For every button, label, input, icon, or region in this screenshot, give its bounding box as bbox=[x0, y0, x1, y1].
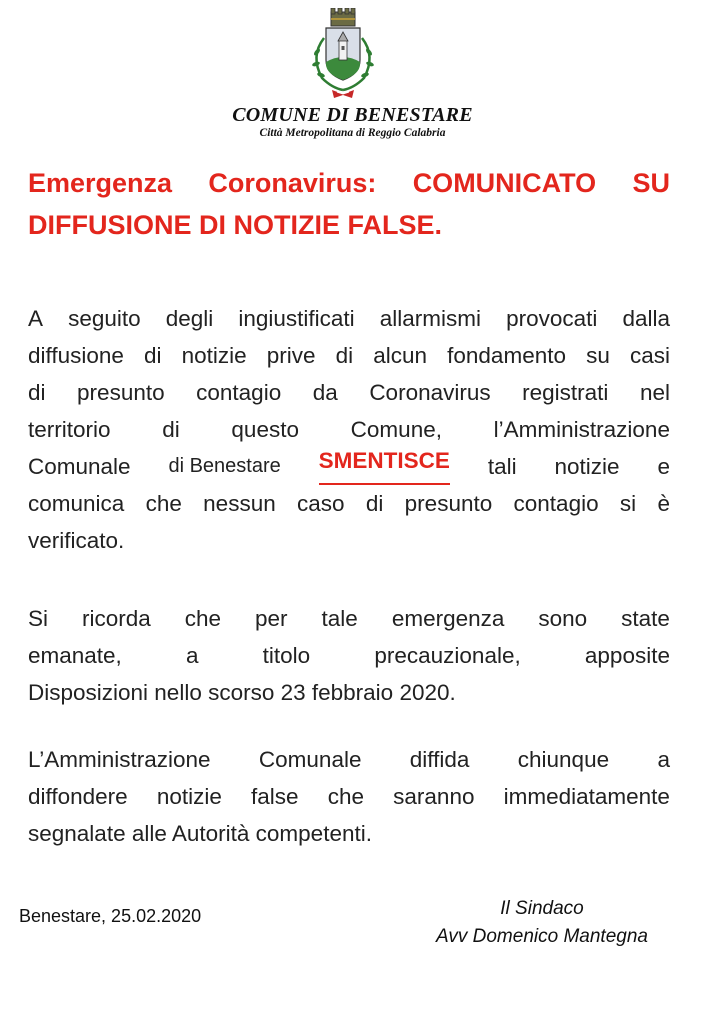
paragraph-warning bbox=[28, 741, 670, 852]
text-word: notizie bbox=[181, 343, 247, 368]
headline-word: Coronavirus: bbox=[208, 168, 377, 198]
text-word: registrati bbox=[522, 380, 609, 405]
text-word: A bbox=[28, 306, 44, 331]
text-word: che bbox=[327, 784, 364, 809]
text-line bbox=[28, 411, 670, 448]
text-line bbox=[28, 485, 670, 522]
text-word: che bbox=[145, 491, 182, 516]
text-word: diffondere bbox=[28, 784, 128, 809]
text-line bbox=[28, 637, 670, 674]
headline-word: SU bbox=[632, 168, 670, 198]
text-word: territorio bbox=[28, 417, 111, 442]
text-word: di bbox=[162, 417, 180, 442]
text-word: saranno bbox=[393, 784, 475, 809]
text-word: questo bbox=[231, 417, 299, 442]
text-line bbox=[28, 448, 670, 485]
text-word: tale bbox=[321, 606, 358, 631]
text-line bbox=[28, 778, 670, 815]
municipal-crest-icon bbox=[302, 8, 384, 104]
municipality-subtitle: Città Metropolitana di Reggio Calabria bbox=[259, 127, 446, 139]
text-word: dalla bbox=[622, 306, 670, 331]
text-line bbox=[28, 337, 670, 374]
text-word: a bbox=[185, 643, 199, 668]
text-word: state bbox=[621, 606, 670, 631]
text-word: diffusione bbox=[28, 343, 124, 368]
municipality-title: COMUNE DI BENESTARE bbox=[232, 104, 473, 126]
text-word: ricorda bbox=[82, 606, 151, 631]
text-word: a bbox=[657, 747, 670, 772]
text-word: Comunale bbox=[28, 454, 131, 479]
text-word: sono bbox=[538, 606, 588, 631]
text-word: Comunale bbox=[258, 747, 362, 772]
text-word: tali bbox=[487, 454, 517, 479]
text-word: apposite bbox=[584, 643, 670, 668]
paragraph-denial bbox=[28, 300, 670, 559]
text-word: immediatamente bbox=[503, 784, 670, 809]
headline-line-2: DIFFUSIONE DI NOTIZIE FALSE. bbox=[28, 210, 443, 240]
text-word: nel bbox=[639, 380, 670, 405]
text-word: allarmismi bbox=[379, 306, 481, 331]
text-line bbox=[28, 374, 670, 411]
text-line: Disposizioni nello scorso 23 febbraio 2020. bbox=[28, 680, 456, 705]
text-word: che bbox=[184, 606, 222, 631]
text-line: segnalate alle Autorità competenti. bbox=[28, 821, 372, 846]
text-word: fondamento bbox=[447, 343, 566, 368]
text-word: prive bbox=[266, 343, 316, 368]
text-word: da bbox=[312, 380, 338, 405]
text-word: casi bbox=[629, 343, 670, 368]
text-word: di Benestare bbox=[168, 455, 281, 477]
text-word: degli bbox=[165, 306, 214, 331]
text-word: di bbox=[144, 343, 162, 368]
smentisce-highlight: SMENTISCE bbox=[319, 448, 450, 485]
text-line bbox=[28, 300, 670, 337]
text-word: alcun bbox=[373, 343, 428, 368]
text-word: presunto bbox=[404, 491, 493, 516]
text-word: di bbox=[335, 343, 354, 368]
signature-role: Il Sindaco bbox=[500, 898, 584, 919]
text-line bbox=[28, 600, 670, 637]
text-word: presunto bbox=[77, 380, 165, 405]
text-word: precauzionale, bbox=[374, 643, 521, 668]
text-word: contagio bbox=[513, 491, 599, 516]
signature-block bbox=[392, 895, 692, 951]
communique-headline bbox=[28, 162, 670, 246]
text-word: diffida bbox=[409, 747, 470, 772]
text-word: contagio bbox=[196, 380, 282, 405]
text-word: notizie bbox=[156, 784, 222, 809]
text-word: false bbox=[251, 784, 299, 809]
text-line: verificato. bbox=[28, 528, 125, 553]
text-word: su bbox=[586, 343, 610, 368]
text-word: comunica bbox=[28, 491, 125, 516]
text-word: caso bbox=[297, 491, 345, 516]
headline-line-1 bbox=[28, 162, 670, 204]
text-word: titolo bbox=[262, 643, 311, 668]
text-word: Si bbox=[28, 606, 49, 631]
document-date: Benestare, 25.02.2020 bbox=[19, 906, 202, 926]
signature-name: Avv Domenico Mantegna bbox=[436, 926, 648, 947]
text-word: ingiustificati bbox=[238, 306, 355, 331]
paragraph-dispositions bbox=[28, 600, 670, 711]
text-word: seguito bbox=[68, 306, 141, 331]
text-line bbox=[28, 741, 670, 778]
text-word: notizie bbox=[554, 454, 620, 479]
text-word: di bbox=[28, 380, 46, 405]
text-word: nessun bbox=[203, 491, 276, 516]
text-word: Coronavirus bbox=[369, 380, 491, 405]
headline-word: COMUNICATO bbox=[412, 168, 597, 198]
text-word: l’Amministrazione bbox=[493, 417, 670, 442]
text-word: è bbox=[657, 491, 670, 516]
text-word: per bbox=[255, 606, 288, 631]
text-word: e bbox=[657, 454, 670, 479]
text-word: emergenza bbox=[391, 606, 505, 631]
text-word: si bbox=[619, 491, 637, 516]
text-word: emanate, bbox=[28, 643, 122, 668]
text-word: L’Amministrazione bbox=[28, 747, 211, 772]
text-word: provocati bbox=[506, 306, 598, 331]
text-word: chiunque bbox=[517, 747, 610, 772]
headline-word: Emergenza bbox=[28, 168, 173, 198]
text-word: Comune, bbox=[350, 417, 442, 442]
text-word: di bbox=[365, 491, 384, 516]
